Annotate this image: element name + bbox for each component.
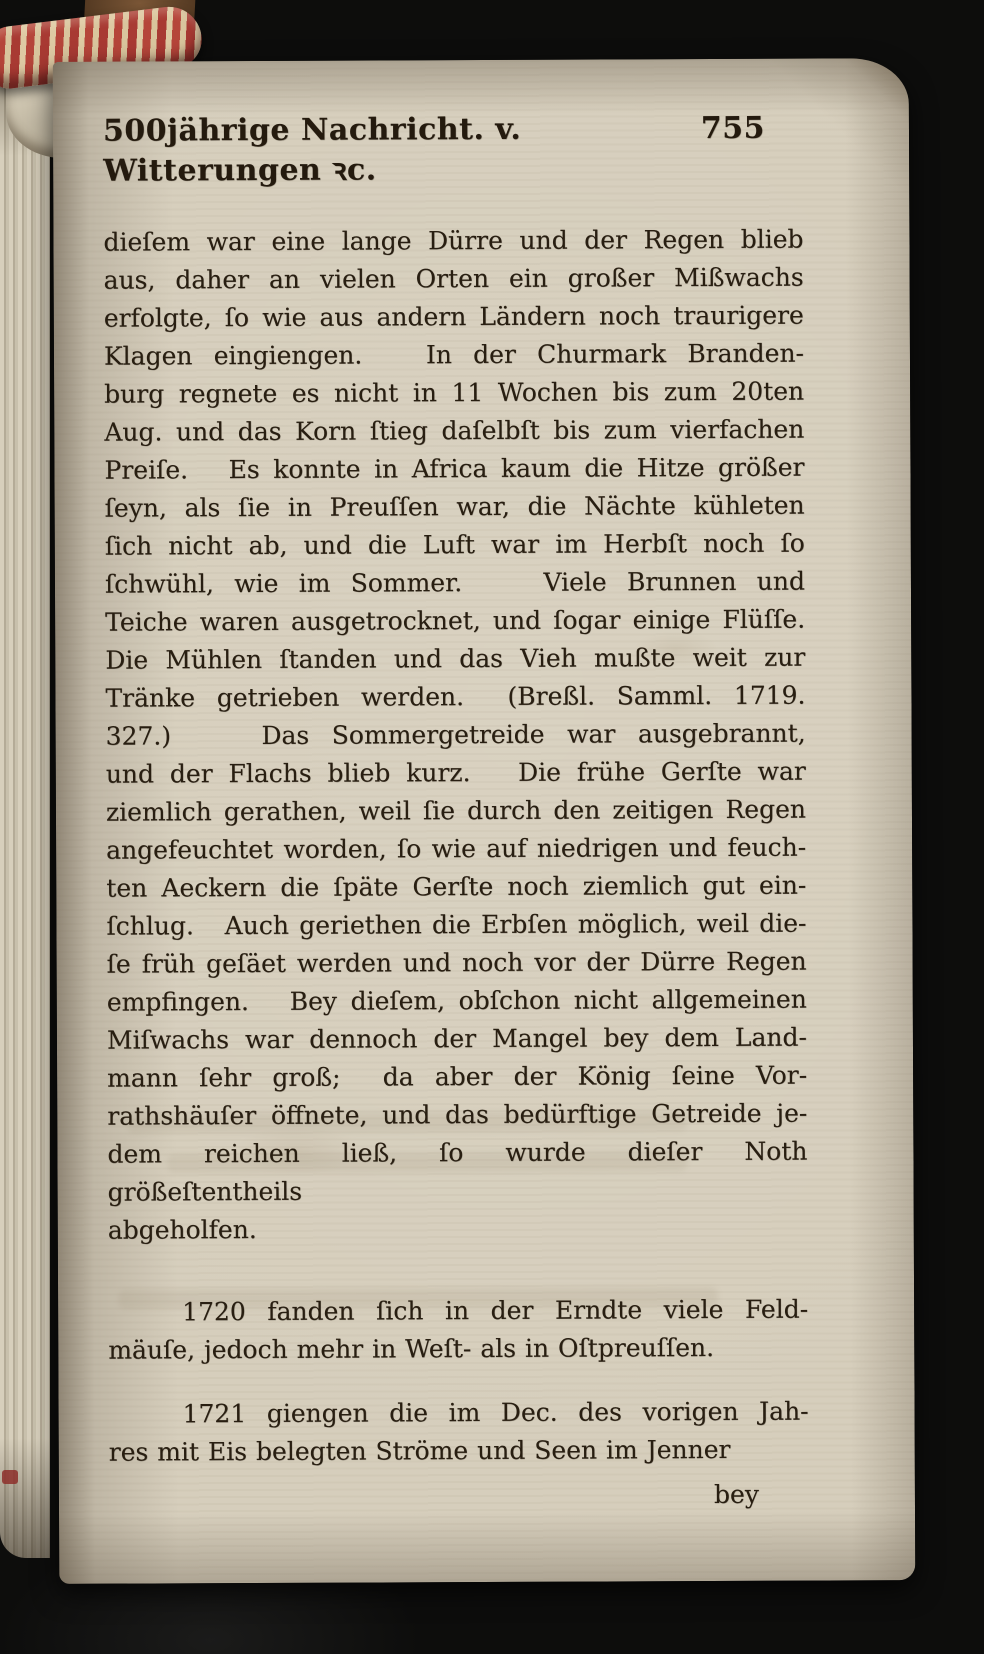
page-content <box>102 110 817 1517</box>
paragraph-1720 <box>108 1291 808 1370</box>
text-line: ſe früh geſäet werden und noch vor der Dürre Regen <box>106 946 807 979</box>
text-line: Klagen eingiengen. In der Churmark Branden- <box>103 338 805 371</box>
text-line: 1720 fanden ſich in der Erndte viele Feld- <box>182 1294 809 1327</box>
text-line: erfolgte, ſo wie aus andern Ländern noch traurigere <box>103 300 804 333</box>
body-text <box>103 221 817 1517</box>
text-line: ſchwühl, wie im Sommer. Viele Brunnen und <box>104 566 806 599</box>
text-line: angefeuchtet worden, ſo wie auf niedrigen und feuch- <box>106 832 807 865</box>
book-page <box>53 58 916 1584</box>
text-line: Aug. und das Korn ſtieg daſelbſt bis zum vierfachen <box>104 414 805 447</box>
text-line: mann ſehr groß; da aber der König ſeine Vor- <box>107 1060 808 1093</box>
text-line: Teiche waren ausgetrocknet, und ſogar einige Flüſſe. <box>105 604 806 637</box>
text-line: 1721 giengen die im Dec. des vorigen Jah- <box>182 1396 809 1429</box>
text-line: Preiſe. Es konnte in Africa kaum die Hitze größer <box>104 452 805 485</box>
text-line: res mit Eis belegten Ströme und Seen im Jenner <box>108 1434 731 1467</box>
catchword: bey <box>713 1479 760 1510</box>
red-edge-sliver <box>2 1470 18 1484</box>
text-line: 327.) Das Sommergetreide war ausgebrannt, <box>105 718 806 751</box>
page-number: 755 <box>700 110 766 147</box>
book-page-edges <box>0 66 50 1558</box>
text-line: ſeyn, als ſie in Preuſſen war, die Nächte kühleten <box>104 490 805 523</box>
paragraph-1721 <box>109 1393 809 1472</box>
text-line: ziemlich gerathen, weil ſie durch den zeitigen Regen <box>105 794 807 827</box>
running-title: 500jährige Nachricht. v. Witterungen ꝛc. <box>102 111 522 189</box>
text-line: ten Aeckern die ſpäte Gerſte noch ziemlich gut ein- <box>106 870 807 903</box>
text-line: mäuſe, jedoch mehr in Weſt- als in Oſtpreuſſen. <box>108 1333 715 1365</box>
running-header <box>103 111 803 190</box>
text-line: und der Flachs blieb kurz. Die frühe Gerſte war <box>105 756 806 789</box>
text-line: dieſem war eine lange Dürre und der Regen blieb <box>103 224 804 257</box>
paragraph-1719-drought <box>103 221 817 1250</box>
text-line: Die Mühlen ſtanden und das Vieh mußte weit zur <box>105 642 806 675</box>
text-line: burg regnete es nicht in 11 Wochen bis zum 20ten <box>104 376 805 409</box>
text-line: rathshäuſer öffnete, und das bedürftige Getreide je- <box>107 1098 808 1131</box>
text-line: empfingen. Bey dieſem, obſchon nicht allgemeinen <box>106 984 807 1017</box>
text-line: abgeholfen. <box>107 1214 257 1245</box>
text-line: ſich nicht ab, und die Luft war im Herbſt noch ſo <box>104 528 805 561</box>
text-line: Miſwachs war dennoch der Mangel bey dem Land- <box>106 1022 808 1055</box>
text-line: dem reichen ließ, ſo wurde dieſer Noth größeſtentheils <box>107 1136 817 1207</box>
text-line: ſchlug. Auch geriethen die Erbſen möglich, weil die- <box>106 908 807 941</box>
text-line: Tränke getrieben werden. (Breßl. Samml. 1719. <box>105 680 806 713</box>
text-line: aus, daher an vielen Orten ein großer Mißwachs <box>103 262 804 295</box>
